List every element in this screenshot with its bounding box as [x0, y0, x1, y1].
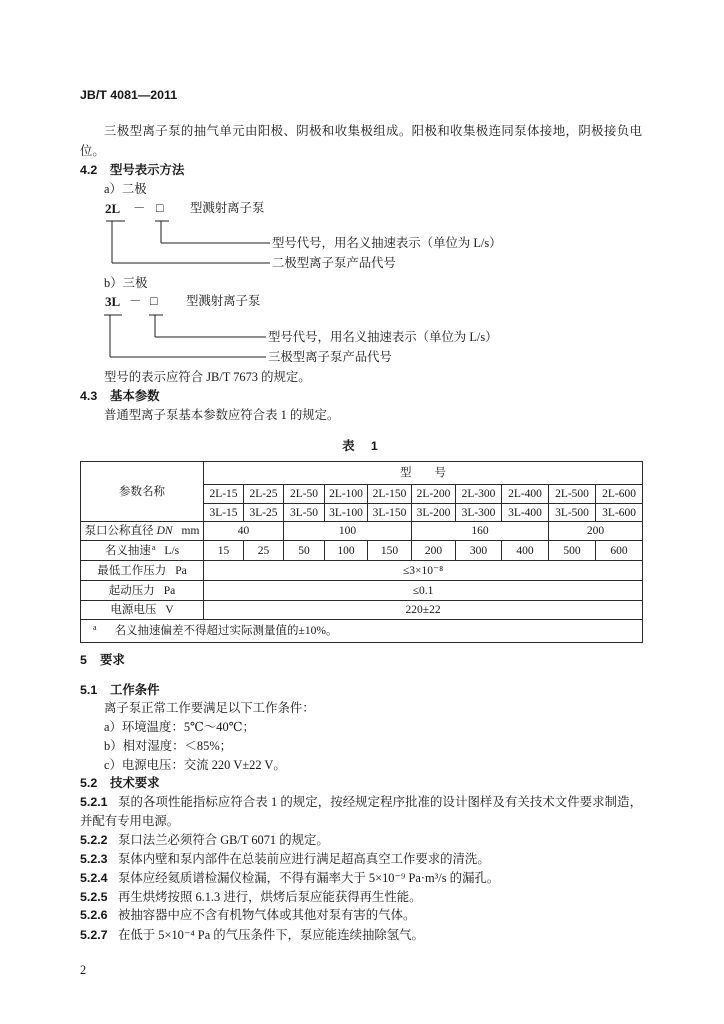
dn-value-cell: 200 [549, 522, 643, 541]
clause-number: 5.2.3 [80, 852, 108, 866]
triode-model-cell: 3L-15 [204, 504, 244, 522]
clause-5-2-2 [80, 831, 329, 850]
designation-suffix: 型溅射离子泵 [186, 294, 261, 308]
speed-value-cell: 500 [549, 541, 596, 561]
section-heading-4-3 [80, 387, 160, 406]
page-number: 2 [80, 963, 87, 977]
row-label-text: 电源电压 [110, 604, 157, 616]
diode-model-cell: 2L-100 [325, 485, 368, 504]
section-number: 4.3 [80, 389, 98, 403]
table-footnote-row [81, 620, 643, 643]
designation-dash: － [129, 294, 142, 308]
clause-5-2-5 [80, 888, 422, 907]
min-working-pressure-row [81, 561, 643, 581]
intro-paragraph: 三极型离子泵的抽气单元由阳极、阴极和收集极组成。阳极和收集极连同泵体接地，阴极接负电位。 [80, 124, 642, 158]
diode-model-cell: 2L-25 [244, 485, 284, 504]
speed-value-cell: 15 [204, 541, 244, 561]
triode-model-cell: 3L-25 [244, 504, 284, 522]
row-label-text: 最低工作压力 [97, 564, 167, 577]
section-number: 5.1 [80, 683, 98, 697]
section-title: 技术要求 [110, 776, 160, 790]
dn-value-cell: 100 [284, 522, 412, 541]
clause-5-2-3 [80, 850, 490, 869]
working-conditions-intro: 离子泵正常工作要满足以下工作条件： [104, 701, 315, 715]
diode-model-cell: 2L-400 [502, 485, 549, 504]
diode-model-cell: 2L-50 [284, 485, 325, 504]
section-number: 4.2 [80, 163, 98, 177]
clause-5-2-4 [80, 869, 499, 888]
speed-value-cell: 25 [244, 541, 284, 561]
row-label-text: 泵口公称直径 [84, 525, 154, 537]
clause-5-2-6 [80, 906, 415, 925]
triode-model-cell: 3L-400 [502, 504, 549, 522]
speed-value-cell: 600 [596, 541, 643, 561]
footnote-mark: a [151, 542, 156, 552]
triode-model-cell: 3L-600 [596, 504, 643, 522]
section-number: 5.2 [80, 776, 98, 790]
diode-model-cell: 2L-600 [596, 485, 643, 504]
section-title: 工作条件 [110, 683, 160, 697]
clause-number: 5.2.5 [80, 890, 108, 904]
starting-pressure-row [81, 581, 643, 601]
diode-model-cell: 2L-200 [412, 485, 456, 504]
triode-product-code-note: 三极型离子泵产品代号 [268, 350, 392, 364]
speed-value-cell: 100 [325, 541, 368, 561]
designation-dash: － [133, 201, 146, 215]
speed-value-cell: 300 [456, 541, 502, 561]
parameters-intro: 普通型离子泵基本参数应符合表 1 的规定。 [104, 408, 340, 422]
speed-value-cell: 150 [368, 541, 412, 561]
min-working-pressure-value: ≤3×10⁻⁸ [204, 561, 643, 581]
dn-value-cell: 160 [412, 522, 549, 541]
diode-model-cell: 2L-150 [368, 485, 412, 504]
diode-product-code-note: 二极型离子泵产品代号 [272, 256, 396, 270]
diode-callout-lines [100, 214, 272, 268]
triode-prefix: 3L [105, 294, 121, 309]
row-label-unit: Pa [163, 584, 176, 597]
row-label-unit: V [165, 604, 174, 616]
basic-parameters-table [80, 461, 643, 643]
starting-pressure-value: ≤0.1 [204, 581, 643, 601]
row-label [81, 541, 204, 561]
diode-label: a）二极 [104, 182, 147, 196]
param-name-header: 参数名称 [81, 462, 204, 522]
supply-voltage-row [81, 601, 643, 620]
triode-model-cell: 3L-50 [284, 504, 325, 522]
section-title: 型号表示方法 [110, 163, 185, 177]
designation-rule: 型号的表示应符合 JB/T 7673 的规定。 [104, 370, 311, 384]
diode-model-cell: 2L-300 [456, 485, 502, 504]
clause-text: 泵体应经氦质谱检漏仪检漏，不得有漏率大于 5×10⁻⁹ Pa·m³/s 的漏孔。 [118, 871, 500, 885]
clause-number: 5.2.4 [80, 871, 108, 885]
clause-number: 5.2.2 [80, 833, 108, 847]
row-label-unit: Pa [175, 564, 187, 577]
clause-text: 泵体内壁和泵内部件在总装前应进行满足超高真空工作要求的清洗。 [118, 852, 490, 866]
clause-text: 再生烘烤按照 6.1.3 进行，烘烤后泵应能获得再生性能。 [118, 890, 422, 904]
triode-callout-lines [100, 308, 268, 362]
triode-model-cell: 3L-100 [325, 504, 368, 522]
standard-code-header: JB/T 4081—2011 [80, 88, 178, 102]
designation-placeholder-box: □ [156, 201, 164, 215]
diode-model-cell: 2L-500 [549, 485, 596, 504]
clause-text: 在低于 5×10⁻⁴ Pa 的气压条件下，泵应能连续抽除氢气。 [118, 928, 424, 942]
clause-number: 5.2.1 [80, 795, 108, 809]
clause-5-2-1 [80, 793, 642, 831]
row-label-unit: L/s [164, 544, 180, 557]
clause-text: 被抽容器中应不含有机物气体或其他对泵有害的气体。 [118, 908, 416, 922]
row-label-text: 起动压力 [108, 584, 155, 597]
section-heading-5-2 [80, 774, 160, 793]
section-heading-4-2 [80, 161, 184, 180]
clause-text: 泵的各项性能指标应符合表 1 的规定，按经规定程序批准的设计图样及有关技术文件要求制造，并配有专用电源。 [80, 795, 642, 828]
footnote-text: 名义抽速偏差不得超过实际测量值的±10%。 [114, 625, 338, 637]
inlet-diameter-row [81, 522, 643, 541]
condition-item: a）环境温度：5℃～40℃； [104, 720, 255, 734]
condition-item: b）相对湿度：＜85%； [104, 739, 233, 753]
model-header: 型 号 [204, 462, 643, 485]
triode-model-cell: 3L-500 [549, 504, 596, 522]
triode-model-code-note: 型号代号，用名义抽速表示（单位为 L/s） [268, 330, 498, 344]
triode-model-cell: 3L-150 [368, 504, 412, 522]
diode-prefix: 2L [105, 201, 121, 216]
row-label-text: 名义抽速 [104, 544, 151, 557]
footnote-mark: a [93, 623, 97, 632]
diode-model-cell: 2L-15 [204, 485, 244, 504]
speed-value-cell: 200 [412, 541, 456, 561]
section-number: 5 [80, 653, 87, 667]
section-heading-5-1 [80, 681, 160, 700]
row-label [81, 561, 204, 581]
triode-model-cell: 3L-200 [412, 504, 456, 522]
clause-5-2-7 [80, 926, 424, 945]
clause-number: 5.2.6 [80, 908, 108, 922]
section-title: 基本参数 [110, 389, 160, 403]
table-footnote [81, 620, 643, 643]
clause-text: 泵口法兰必须符合 GB/T 6071 的规定。 [118, 833, 329, 847]
triode-model-cell: 3L-300 [456, 504, 502, 522]
condition-item: c）电源电压：交流 220 V±22 V。 [104, 758, 286, 772]
speed-value-cell: 400 [502, 541, 549, 561]
designation-placeholder-box: □ [150, 294, 158, 308]
table-caption: 表 1 [342, 439, 380, 453]
row-label [81, 581, 204, 601]
row-label-unit: mm [181, 525, 200, 537]
diode-model-code-note: 型号代号，用名义抽速表示（单位为 L/s） [272, 236, 502, 250]
nominal-speed-row [81, 541, 643, 561]
row-label-symbol: DN [156, 525, 173, 537]
triode-label: b）三极 [104, 276, 148, 290]
speed-value-cell: 50 [284, 541, 325, 561]
section-heading-5 [80, 651, 125, 670]
section-title: 要求 [100, 653, 125, 667]
row-label [81, 522, 204, 541]
clause-number: 5.2.7 [80, 928, 108, 942]
row-label [81, 601, 204, 620]
dn-value-cell: 40 [204, 522, 284, 541]
supply-voltage-value: 220±22 [204, 601, 643, 620]
table-header-row [81, 462, 643, 485]
designation-suffix: 型溅射离子泵 [190, 201, 265, 215]
